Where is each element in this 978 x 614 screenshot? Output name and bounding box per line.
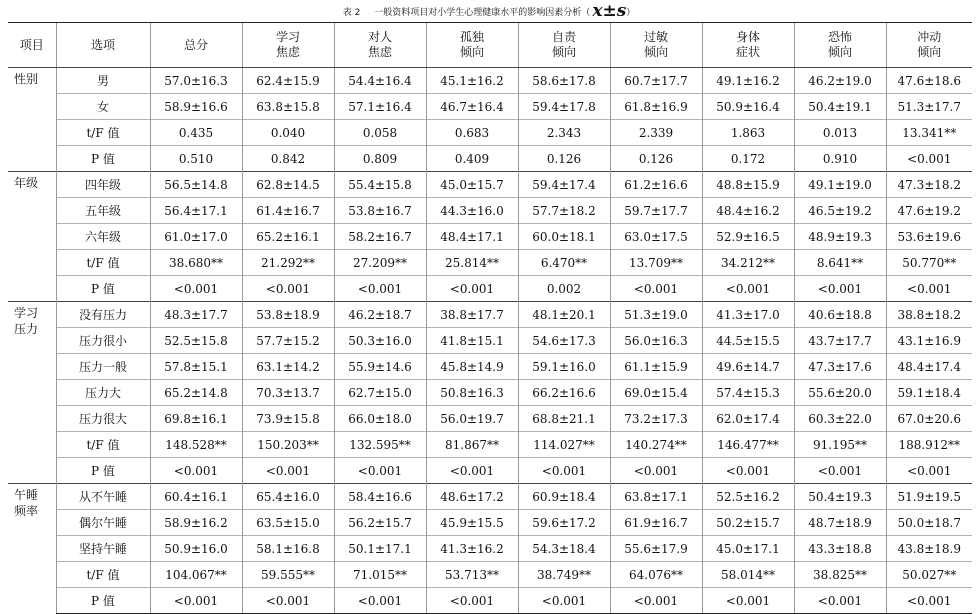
option-cell: t/F 值 bbox=[56, 250, 150, 276]
value-cell: <0.001 bbox=[886, 276, 972, 302]
table-row bbox=[8, 588, 972, 614]
value-cell: 44.3±16.0 bbox=[426, 198, 518, 224]
value-cell: 60.3±22.0 bbox=[794, 406, 886, 432]
value-cell: 59.1±18.4 bbox=[886, 380, 972, 406]
value-cell: 55.6±17.9 bbox=[610, 536, 702, 562]
value-cell: 45.8±14.9 bbox=[426, 354, 518, 380]
group-label bbox=[8, 172, 56, 302]
table-row bbox=[8, 380, 972, 406]
option-cell: P 值 bbox=[56, 458, 150, 484]
value-cell: 47.3±17.6 bbox=[794, 354, 886, 380]
option-cell: t/F 值 bbox=[56, 432, 150, 458]
value-cell: 38.680** bbox=[150, 250, 242, 276]
value-cell: 13.341** bbox=[886, 120, 972, 146]
option-cell: P 值 bbox=[56, 588, 150, 614]
value-cell: <0.001 bbox=[518, 588, 610, 614]
value-cell: 41.3±17.0 bbox=[702, 302, 794, 328]
value-cell: <0.001 bbox=[150, 276, 242, 302]
value-cell: 58.9±16.6 bbox=[150, 94, 242, 120]
value-cell: 49.1±19.0 bbox=[794, 172, 886, 198]
table-row bbox=[8, 276, 972, 302]
value-cell: 13.709** bbox=[610, 250, 702, 276]
header-column-label: 症状 bbox=[735, 45, 760, 59]
table-row bbox=[8, 146, 972, 172]
value-cell: 63.8±15.8 bbox=[242, 94, 334, 120]
table-row bbox=[8, 432, 972, 458]
value-cell: 57.4±15.3 bbox=[702, 380, 794, 406]
value-cell: 46.2±19.0 bbox=[794, 68, 886, 94]
value-cell: 132.595** bbox=[334, 432, 426, 458]
header-column-label: 孤独 bbox=[459, 30, 484, 44]
value-cell: 65.2±14.8 bbox=[150, 380, 242, 406]
value-cell: 65.4±16.0 bbox=[242, 484, 334, 510]
value-cell: 0.409 bbox=[426, 146, 518, 172]
header-column-label: 身体 bbox=[735, 30, 760, 44]
value-cell: 58.4±16.6 bbox=[334, 484, 426, 510]
value-cell: 114.027** bbox=[518, 432, 610, 458]
option-cell: 坚持午睡 bbox=[56, 536, 150, 562]
header-column-label: 焦虑 bbox=[367, 45, 392, 59]
group-label-text: 年级 bbox=[14, 176, 39, 190]
value-cell: 63.0±17.5 bbox=[610, 224, 702, 250]
mean-sd-formula: x±s bbox=[592, 1, 627, 21]
value-cell: 0.002 bbox=[518, 276, 610, 302]
option-cell: 四年级 bbox=[56, 172, 150, 198]
value-cell: 0.435 bbox=[150, 120, 242, 146]
value-cell: <0.001 bbox=[610, 458, 702, 484]
value-cell: 81.867** bbox=[426, 432, 518, 458]
table-caption bbox=[0, 0, 978, 22]
value-cell: <0.001 bbox=[794, 588, 886, 614]
table-row bbox=[8, 354, 972, 380]
option-cell: 偶尔午睡 bbox=[56, 510, 150, 536]
option-cell: 六年级 bbox=[56, 224, 150, 250]
value-cell: <0.001 bbox=[242, 458, 334, 484]
value-cell: 56.5±14.8 bbox=[150, 172, 242, 198]
value-cell: 41.8±15.1 bbox=[426, 328, 518, 354]
value-cell: 50.770** bbox=[886, 250, 972, 276]
header-column-label: 倾向 bbox=[917, 45, 942, 59]
value-cell: 1.863 bbox=[702, 120, 794, 146]
header-column-label: 倾向 bbox=[827, 45, 852, 59]
value-cell: 66.2±16.6 bbox=[518, 380, 610, 406]
value-cell: 38.825** bbox=[794, 562, 886, 588]
header-column-label: 对人 bbox=[367, 30, 392, 44]
value-cell: 59.7±17.7 bbox=[610, 198, 702, 224]
value-cell: 0.126 bbox=[518, 146, 610, 172]
table-body bbox=[8, 68, 972, 614]
value-cell: 50.9±16.0 bbox=[150, 536, 242, 562]
option-cell: P 值 bbox=[56, 146, 150, 172]
table-row bbox=[8, 94, 972, 120]
value-cell: 57.7±15.2 bbox=[242, 328, 334, 354]
value-cell: 61.2±16.6 bbox=[610, 172, 702, 198]
header-column bbox=[702, 23, 794, 68]
value-cell: 62.0±17.4 bbox=[702, 406, 794, 432]
value-cell: 62.7±15.0 bbox=[334, 380, 426, 406]
value-cell: <0.001 bbox=[702, 588, 794, 614]
value-cell: 45.9±15.5 bbox=[426, 510, 518, 536]
value-cell: 73.9±15.8 bbox=[242, 406, 334, 432]
value-cell: 48.6±17.2 bbox=[426, 484, 518, 510]
value-cell: 50.027** bbox=[886, 562, 972, 588]
group-label bbox=[8, 68, 56, 172]
value-cell: 44.5±15.5 bbox=[702, 328, 794, 354]
value-cell: 59.6±17.2 bbox=[518, 510, 610, 536]
value-cell: 54.4±16.4 bbox=[334, 68, 426, 94]
value-cell: <0.001 bbox=[334, 276, 426, 302]
value-cell: 47.3±18.2 bbox=[886, 172, 972, 198]
value-cell: 50.2±15.7 bbox=[702, 510, 794, 536]
header-column bbox=[886, 23, 972, 68]
group-label-text: 性别 bbox=[14, 72, 39, 86]
table-row bbox=[8, 68, 972, 94]
value-cell: 58.1±16.8 bbox=[242, 536, 334, 562]
table-title-close: ） bbox=[626, 7, 636, 18]
value-cell: 62.8±14.5 bbox=[242, 172, 334, 198]
value-cell: 48.7±18.9 bbox=[794, 510, 886, 536]
header-column-label: 倾向 bbox=[551, 45, 576, 59]
table-row bbox=[8, 120, 972, 146]
header-column-label: 过敏 bbox=[643, 30, 668, 44]
header-column bbox=[242, 23, 334, 68]
value-cell: 2.339 bbox=[610, 120, 702, 146]
value-cell: 21.292** bbox=[242, 250, 334, 276]
option-cell: 压力大 bbox=[56, 380, 150, 406]
value-cell: 55.9±14.6 bbox=[334, 354, 426, 380]
option-cell: 从不午睡 bbox=[56, 484, 150, 510]
value-cell: 69.0±15.4 bbox=[610, 380, 702, 406]
value-cell: 48.4±16.2 bbox=[702, 198, 794, 224]
option-cell: 五年级 bbox=[56, 198, 150, 224]
value-cell: <0.001 bbox=[518, 458, 610, 484]
value-cell: 62.4±15.9 bbox=[242, 68, 334, 94]
value-cell: 66.0±18.0 bbox=[334, 406, 426, 432]
value-cell: 51.3±17.7 bbox=[886, 94, 972, 120]
value-cell: 61.1±15.9 bbox=[610, 354, 702, 380]
header-option: 选项 bbox=[56, 23, 150, 68]
table-row bbox=[8, 510, 972, 536]
value-cell: 0.126 bbox=[610, 146, 702, 172]
group-label bbox=[8, 302, 56, 484]
header-column bbox=[610, 23, 702, 68]
value-cell: 63.1±14.2 bbox=[242, 354, 334, 380]
value-cell: 27.209** bbox=[334, 250, 426, 276]
value-cell: <0.001 bbox=[426, 588, 518, 614]
header-column-label: 倾向 bbox=[643, 45, 668, 59]
table-row bbox=[8, 406, 972, 432]
value-cell: 61.9±16.7 bbox=[610, 510, 702, 536]
value-cell: 55.4±15.8 bbox=[334, 172, 426, 198]
value-cell: 2.343 bbox=[518, 120, 610, 146]
table-row bbox=[8, 224, 972, 250]
value-cell: 150.203** bbox=[242, 432, 334, 458]
value-cell: 73.2±17.3 bbox=[610, 406, 702, 432]
value-cell: 45.0±17.1 bbox=[702, 536, 794, 562]
value-cell: 53.8±16.7 bbox=[334, 198, 426, 224]
value-cell: 34.212** bbox=[702, 250, 794, 276]
value-cell: <0.001 bbox=[334, 588, 426, 614]
value-cell: 56.0±16.3 bbox=[610, 328, 702, 354]
value-cell: 48.8±15.9 bbox=[702, 172, 794, 198]
group-label-text: 学习 bbox=[14, 306, 39, 320]
value-cell: 0.842 bbox=[242, 146, 334, 172]
value-cell: 38.749** bbox=[518, 562, 610, 588]
value-cell: <0.001 bbox=[886, 146, 972, 172]
value-cell: 58.6±17.8 bbox=[518, 68, 610, 94]
value-cell: 146.477** bbox=[702, 432, 794, 458]
option-cell: 女 bbox=[56, 94, 150, 120]
group-label bbox=[8, 484, 56, 614]
value-cell: <0.001 bbox=[150, 588, 242, 614]
value-cell: 49.6±14.7 bbox=[702, 354, 794, 380]
value-cell: <0.001 bbox=[610, 276, 702, 302]
value-cell: 50.0±18.7 bbox=[886, 510, 972, 536]
value-cell: 52.9±16.5 bbox=[702, 224, 794, 250]
value-cell: 49.1±16.2 bbox=[702, 68, 794, 94]
value-cell: 50.1±17.1 bbox=[334, 536, 426, 562]
value-cell: 64.076** bbox=[610, 562, 702, 588]
value-cell: 52.5±15.8 bbox=[150, 328, 242, 354]
value-cell: 188.912** bbox=[886, 432, 972, 458]
value-cell: 53.6±19.6 bbox=[886, 224, 972, 250]
header-column-label: 学习 bbox=[275, 30, 300, 44]
value-cell: 59.555** bbox=[242, 562, 334, 588]
table-row bbox=[8, 536, 972, 562]
option-cell: 压力很大 bbox=[56, 406, 150, 432]
value-cell: 104.067** bbox=[150, 562, 242, 588]
value-cell: <0.001 bbox=[610, 588, 702, 614]
value-cell: <0.001 bbox=[886, 588, 972, 614]
value-cell: 60.4±16.1 bbox=[150, 484, 242, 510]
value-cell: 61.0±17.0 bbox=[150, 224, 242, 250]
value-cell: <0.001 bbox=[150, 458, 242, 484]
option-cell: P 值 bbox=[56, 276, 150, 302]
value-cell: 58.9±16.2 bbox=[150, 510, 242, 536]
value-cell: 43.7±17.7 bbox=[794, 328, 886, 354]
value-cell: 50.4±19.3 bbox=[794, 484, 886, 510]
value-cell: 140.274** bbox=[610, 432, 702, 458]
value-cell: 60.0±18.1 bbox=[518, 224, 610, 250]
table-row bbox=[8, 562, 972, 588]
option-cell: 压力很小 bbox=[56, 328, 150, 354]
value-cell: 48.1±20.1 bbox=[518, 302, 610, 328]
value-cell: 51.3±19.0 bbox=[610, 302, 702, 328]
value-cell: <0.001 bbox=[426, 458, 518, 484]
value-cell: <0.001 bbox=[794, 458, 886, 484]
option-cell: 没有压力 bbox=[56, 302, 150, 328]
table-row bbox=[8, 302, 972, 328]
value-cell: <0.001 bbox=[242, 276, 334, 302]
value-cell: 53.713** bbox=[426, 562, 518, 588]
value-cell: 48.4±17.1 bbox=[426, 224, 518, 250]
table-row bbox=[8, 250, 972, 276]
value-cell: 46.5±19.2 bbox=[794, 198, 886, 224]
value-cell: 50.8±16.3 bbox=[426, 380, 518, 406]
value-cell: <0.001 bbox=[242, 588, 334, 614]
value-cell: 25.814** bbox=[426, 250, 518, 276]
value-cell: 0.040 bbox=[242, 120, 334, 146]
group-label-text: 压力 bbox=[14, 322, 39, 336]
value-cell: 57.8±15.1 bbox=[150, 354, 242, 380]
value-cell: 45.1±16.2 bbox=[426, 68, 518, 94]
group-label-text: 午睡 bbox=[14, 488, 39, 502]
value-cell: 46.7±16.4 bbox=[426, 94, 518, 120]
header-column bbox=[794, 23, 886, 68]
value-cell: 60.7±17.7 bbox=[610, 68, 702, 94]
header-column bbox=[334, 23, 426, 68]
value-cell: <0.001 bbox=[794, 276, 886, 302]
value-cell: 59.4±17.4 bbox=[518, 172, 610, 198]
group-label-text: 频率 bbox=[14, 504, 39, 518]
value-cell: 59.1±16.0 bbox=[518, 354, 610, 380]
table-row bbox=[8, 172, 972, 198]
header-column bbox=[426, 23, 518, 68]
option-cell: 男 bbox=[56, 68, 150, 94]
option-cell: t/F 值 bbox=[56, 562, 150, 588]
value-cell: 58.2±16.7 bbox=[334, 224, 426, 250]
header-column-label: 总分 bbox=[183, 37, 208, 52]
value-cell: 38.8±17.7 bbox=[426, 302, 518, 328]
value-cell: 50.9±16.4 bbox=[702, 94, 794, 120]
value-cell: 50.3±16.0 bbox=[334, 328, 426, 354]
value-cell: 50.4±19.1 bbox=[794, 94, 886, 120]
value-cell: 48.3±17.7 bbox=[150, 302, 242, 328]
header-column-label: 焦虑 bbox=[275, 45, 300, 59]
value-cell: 70.3±13.7 bbox=[242, 380, 334, 406]
table-row bbox=[8, 328, 972, 354]
value-cell: 8.641** bbox=[794, 250, 886, 276]
value-cell: 45.0±15.7 bbox=[426, 172, 518, 198]
value-cell: 56.2±15.7 bbox=[334, 510, 426, 536]
table-number: 表 2 bbox=[342, 7, 361, 18]
option-cell: t/F 值 bbox=[56, 120, 150, 146]
data-table bbox=[8, 22, 972, 614]
value-cell: 51.9±19.5 bbox=[886, 484, 972, 510]
value-cell: 48.4±17.4 bbox=[886, 354, 972, 380]
header-row bbox=[8, 23, 972, 68]
value-cell: 0.910 bbox=[794, 146, 886, 172]
value-cell: 57.1±16.4 bbox=[334, 94, 426, 120]
value-cell: 46.2±18.7 bbox=[334, 302, 426, 328]
value-cell: 63.8±17.1 bbox=[610, 484, 702, 510]
value-cell: 0.683 bbox=[426, 120, 518, 146]
header-column-label: 自责 bbox=[551, 30, 576, 44]
table-row bbox=[8, 198, 972, 224]
header-column bbox=[150, 23, 242, 68]
value-cell: 41.3±16.2 bbox=[426, 536, 518, 562]
header-column-label: 冲动 bbox=[917, 30, 942, 44]
value-cell: 67.0±20.6 bbox=[886, 406, 972, 432]
value-cell: 63.5±15.0 bbox=[242, 510, 334, 536]
value-cell: 61.4±16.7 bbox=[242, 198, 334, 224]
value-cell: 0.172 bbox=[702, 146, 794, 172]
value-cell: 0.510 bbox=[150, 146, 242, 172]
value-cell: 91.195** bbox=[794, 432, 886, 458]
value-cell: 6.470** bbox=[518, 250, 610, 276]
value-cell: 54.6±17.3 bbox=[518, 328, 610, 354]
value-cell: 65.2±16.1 bbox=[242, 224, 334, 250]
value-cell: <0.001 bbox=[886, 458, 972, 484]
value-cell: 55.6±20.0 bbox=[794, 380, 886, 406]
value-cell: 0.809 bbox=[334, 146, 426, 172]
value-cell: 47.6±19.2 bbox=[886, 198, 972, 224]
value-cell: <0.001 bbox=[702, 276, 794, 302]
value-cell: 52.5±16.2 bbox=[702, 484, 794, 510]
value-cell: 0.058 bbox=[334, 120, 426, 146]
value-cell: 53.8±18.9 bbox=[242, 302, 334, 328]
header-column-label: 倾向 bbox=[459, 45, 484, 59]
value-cell: 71.015** bbox=[334, 562, 426, 588]
value-cell: 0.013 bbox=[794, 120, 886, 146]
value-cell: <0.001 bbox=[426, 276, 518, 302]
value-cell: 43.1±16.9 bbox=[886, 328, 972, 354]
value-cell: 69.8±16.1 bbox=[150, 406, 242, 432]
value-cell: 61.8±16.9 bbox=[610, 94, 702, 120]
value-cell: 43.3±18.8 bbox=[794, 536, 886, 562]
value-cell: 58.014** bbox=[702, 562, 794, 588]
header-item: 项目 bbox=[8, 23, 56, 68]
value-cell: 148.528** bbox=[150, 432, 242, 458]
value-cell: 56.0±19.7 bbox=[426, 406, 518, 432]
value-cell: 47.6±18.6 bbox=[886, 68, 972, 94]
value-cell: <0.001 bbox=[334, 458, 426, 484]
value-cell: 48.9±19.3 bbox=[794, 224, 886, 250]
value-cell: 54.3±18.4 bbox=[518, 536, 610, 562]
value-cell: 68.8±21.1 bbox=[518, 406, 610, 432]
value-cell: 56.4±17.1 bbox=[150, 198, 242, 224]
table-row bbox=[8, 484, 972, 510]
value-cell: 57.0±16.3 bbox=[150, 68, 242, 94]
value-cell: 43.8±18.9 bbox=[886, 536, 972, 562]
header-column-label: 恐怖 bbox=[827, 30, 852, 44]
value-cell: 38.8±18.2 bbox=[886, 302, 972, 328]
header-column bbox=[518, 23, 610, 68]
table-row bbox=[8, 458, 972, 484]
value-cell: <0.001 bbox=[702, 458, 794, 484]
value-cell: 60.9±18.4 bbox=[518, 484, 610, 510]
option-cell: 压力一般 bbox=[56, 354, 150, 380]
value-cell: 57.7±18.2 bbox=[518, 198, 610, 224]
table-title: 一般资料项目对小学生心理健康水平的影响因素分析（ bbox=[374, 7, 591, 18]
value-cell: 59.4±17.8 bbox=[518, 94, 610, 120]
value-cell: 40.6±18.8 bbox=[794, 302, 886, 328]
